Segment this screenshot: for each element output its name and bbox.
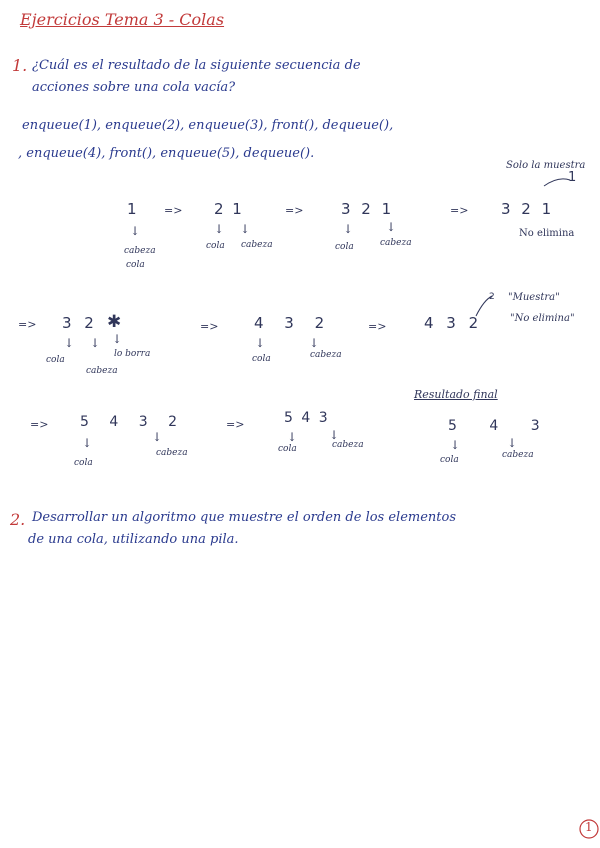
step8-label-cola: cola <box>74 458 93 468</box>
step4-note-number: 1 <box>568 170 577 185</box>
transition-arrow: => <box>30 418 49 431</box>
question-2-line1: Desarrollar un algoritmo que muestre el orden de los elementos <box>32 510 457 525</box>
transition-arrow: => <box>450 204 469 217</box>
step5-label-borra: lo borra <box>114 349 151 359</box>
step5-numbers: 3 2 <box>62 314 98 332</box>
down-arrow: ↓ <box>82 436 93 450</box>
down-arrow: ↓ <box>309 336 320 350</box>
down-arrow: ↓ <box>287 430 298 444</box>
step4-note: Solo la muestra <box>506 160 586 171</box>
step2-label-cabeza: cabeza <box>241 240 273 250</box>
step7-muestra: "Muestra" <box>508 292 560 303</box>
transition-arrow: => <box>18 318 37 331</box>
step4-numbers: 3 2 1 <box>501 200 555 218</box>
step1-label-cola: cola <box>126 260 145 270</box>
step5-label-cola: cola <box>46 355 65 365</box>
transition-arrow: => <box>164 204 183 217</box>
down-arrow: ↓ <box>450 438 461 452</box>
step1-label-cabeza: cabeza <box>124 246 156 256</box>
final-result-title: Resultado final <box>414 388 498 401</box>
step3-numbers: 3 2 1 <box>341 200 395 218</box>
question-2-line2: de una cola, utilizando una pila. <box>28 532 239 547</box>
step3-label-cabeza: cabeza <box>380 238 412 248</box>
step7-numbers: 4 3 2 <box>424 314 483 332</box>
transition-arrow: => <box>285 204 304 217</box>
step9-numbers: 5 4 3 <box>284 410 330 426</box>
step7-no-elimina: "No elimina" <box>510 313 575 324</box>
step9-label-cabeza: cabeza <box>332 440 364 450</box>
transition-arrow: => <box>368 320 387 333</box>
step1-numbers: 1 <box>127 200 137 218</box>
step6-numbers: 4 3 2 <box>254 314 333 332</box>
step8-numbers: 5 4 3 2 <box>80 414 185 430</box>
step9-label-cola: cola <box>278 444 297 454</box>
question-2-number: 2. <box>10 510 26 529</box>
step8-label-cabeza: cabeza <box>156 448 188 458</box>
step4-no-elimina: No elimina <box>519 228 575 239</box>
down-arrow: ↓ <box>112 332 123 346</box>
step7-superscript: 2 <box>489 292 495 302</box>
operations-line2: , enqueue(4), front(), enqueue(5), dequeue(). <box>18 146 315 161</box>
step6-label-cola: cola <box>252 354 271 364</box>
question-1-line1: ¿Cuál es el resultado de la siguiente secuencia de <box>32 58 361 73</box>
operations-line1: enqueue(1), enqueue(2), enqueue(3), front(), dequeue(), <box>22 118 394 133</box>
final-numbers: 5 4 3 <box>448 418 554 434</box>
question-1-number: 1. <box>12 56 28 75</box>
down-arrow: ↓ <box>329 428 340 442</box>
step2-label-cola: cola <box>206 241 225 251</box>
page-title: Ejercicios Tema 3 - Colas <box>20 10 225 29</box>
down-arrow: ↓ <box>90 336 101 350</box>
step5-crossed-out: ✱ <box>107 312 122 332</box>
step2-numbers: 2 1 <box>214 200 244 218</box>
down-arrow: ↓ <box>64 336 75 350</box>
down-arrow: ↓ <box>240 222 251 236</box>
question-1-line2: acciones sobre una cola vacía? <box>32 80 236 95</box>
down-arrow: ↓ <box>255 336 266 350</box>
step6-label-cabeza: cabeza <box>310 350 342 360</box>
down-arrow: ↓ <box>152 430 163 444</box>
down-arrow: ↓ <box>130 224 141 238</box>
down-arrow: ↓ <box>343 222 354 236</box>
page-number: 1 <box>585 820 593 834</box>
down-arrow: ↓ <box>386 220 397 234</box>
final-label-cola: cola <box>440 455 459 465</box>
down-arrow: ↓ <box>214 222 225 236</box>
down-arrow: ↓ <box>507 436 518 450</box>
transition-arrow: => <box>226 418 245 431</box>
step5-label-cabeza: cabeza <box>86 366 118 376</box>
transition-arrow: => <box>200 320 219 333</box>
step3-label-cola: cola <box>335 242 354 252</box>
final-label-cabeza: cabeza <box>502 450 534 460</box>
